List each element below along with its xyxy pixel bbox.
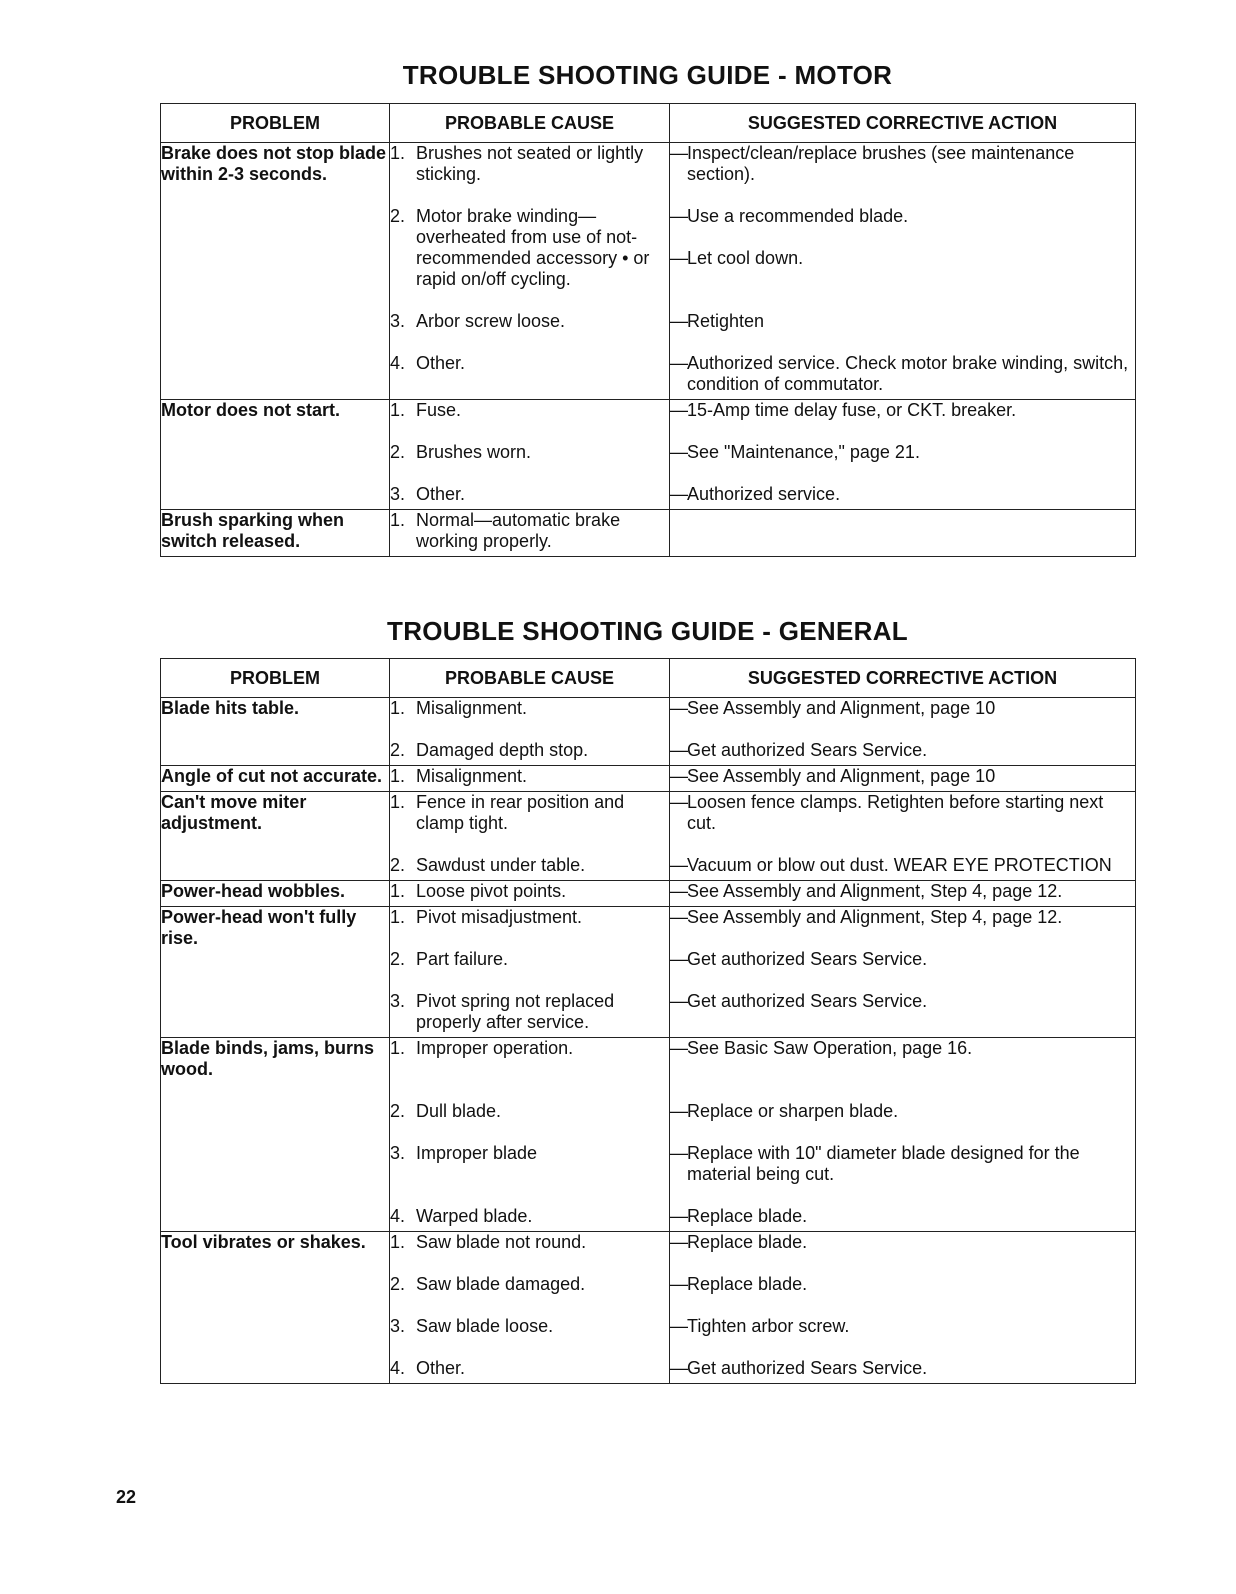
table-row (161, 698, 1136, 766)
action-item: —Get authorized Sears Service. (670, 1358, 928, 1378)
table-row (161, 1038, 1136, 1232)
cause-item: 3. Pivot spring not replaced properly after service. (390, 991, 615, 1032)
cause-item: 1. Fence in rear position and clamp tight. (390, 792, 625, 833)
cause-item: 1. Improper operation. (390, 1038, 574, 1058)
action-header: SUGGESTED CORRECTIVE ACTION (670, 104, 1136, 143)
cause-cell (390, 510, 670, 557)
action-item: —Replace blade. (670, 1206, 808, 1226)
action-cell (670, 907, 1136, 1038)
cause-item: 1. Pivot misadjustment. (390, 907, 583, 927)
cause-header: PROBABLE CAUSE (390, 659, 670, 698)
header-row (161, 659, 1136, 698)
action-cell (670, 766, 1136, 792)
problem-cell: Brush sparking when switch released. (161, 510, 390, 557)
action-cell (670, 881, 1136, 907)
action-cell (670, 400, 1136, 510)
cause-item: 1. Saw blade not round. (390, 1232, 587, 1252)
table-row (161, 907, 1136, 1038)
cause-cell (390, 1232, 670, 1384)
table-row (161, 792, 1136, 881)
action-cell (670, 1232, 1136, 1384)
action-item: —Let cool down. (670, 248, 804, 268)
cause-item: 3. Improper blade (390, 1143, 538, 1163)
cause-item: 2. Brushes worn. (390, 442, 532, 462)
action-item: —See Assembly and Alignment, Step 4, page 12. (670, 907, 1063, 927)
action-item: —Replace with 10" diameter blade designed for the material being cut. (670, 1143, 1080, 1184)
action-cell (670, 143, 1136, 400)
page-number: 22 (116, 1487, 137, 1507)
action-cell (670, 698, 1136, 766)
action-header: SUGGESTED CORRECTIVE ACTION (670, 659, 1136, 698)
header-row (161, 104, 1136, 143)
action-item: —Replace blade. (670, 1274, 808, 1294)
problem-cell: Brake does not stop blade within 2-3 seconds. (161, 143, 390, 400)
general-guide-title: TROUBLE SHOOTING GUIDE - GENERAL (387, 616, 908, 646)
problem-cell: Blade binds, jams, burns wood. (161, 1038, 390, 1232)
table-row (161, 881, 1136, 907)
motor-guide-title: TROUBLE SHOOTING GUIDE - MOTOR (402, 60, 893, 90)
cause-item: 2. Motor brake winding— overheated from use of not-recommended accessory • or rapid on/off cycling. (390, 206, 650, 289)
action-item: —Retighten (670, 311, 765, 331)
action-item: —Use a recommended blade. (670, 206, 909, 226)
action-item: —Authorized service. (670, 484, 841, 504)
table-row (161, 766, 1136, 792)
cause-cell (390, 1038, 670, 1232)
table-row (161, 1232, 1136, 1384)
problem-cell: Tool vibrates or shakes. (161, 1232, 390, 1384)
action-cell (670, 1038, 1136, 1232)
cause-item: 1. Misalignment. (390, 698, 528, 718)
cause-item: 4. Other. (390, 1358, 466, 1378)
action-item: —See Basic Saw Operation, page 16. (670, 1038, 973, 1058)
cause-header: PROBABLE CAUSE (390, 104, 670, 143)
action-item: —See Assembly and Alignment, page 10 (670, 698, 996, 718)
action-item: —Get authorized Sears Service. (670, 949, 928, 969)
cause-item: 3. Other. (390, 484, 466, 504)
problem-cell: Power-head wobbles. (161, 881, 390, 907)
action-item: —See Assembly and Alignment, Step 4, page 12. (670, 881, 1063, 901)
problem-cell: Blade hits table. (161, 698, 390, 766)
cause-item: 4. Warped blade. (390, 1206, 533, 1226)
cause-cell (390, 792, 670, 881)
cause-item: 2. Part failure. (390, 949, 509, 969)
cause-item: 1. Fuse. (390, 400, 462, 420)
cause-cell (390, 881, 670, 907)
action-item: —Tighten arbor screw. (670, 1316, 850, 1336)
cause-item: 3. Saw blade loose. (390, 1316, 554, 1336)
table-row (161, 143, 1136, 400)
cause-item: 1. Brushes not seated or lightly sticking. (390, 143, 644, 184)
action-item: —15-Amp time delay fuse, or CKT. breaker. (670, 400, 1017, 420)
problem-header: PROBLEM (161, 104, 390, 143)
cause-item: 4. Other. (390, 353, 466, 373)
general-troubleshooting-table (160, 658, 1136, 1384)
cause-item: 3. Arbor screw loose. (390, 311, 566, 331)
action-item: —Inspect/clean/replace brushes (see maintenance section). (670, 143, 1075, 184)
cause-item: 2. Sawdust under table. (390, 855, 586, 875)
action-item: —Replace blade. (670, 1232, 808, 1252)
action-item: —Vacuum or blow out dust. WEAR EYE PROTECTION (670, 855, 1112, 875)
problem-cell: Angle of cut not accurate. (161, 766, 390, 792)
cause-item: 1. Misalignment. (390, 766, 528, 786)
problem-cell: Can't move miter adjustment. (161, 792, 390, 881)
action-cell-empty (670, 510, 1136, 557)
action-item: —Get authorized Sears Service. (670, 740, 928, 760)
action-item: —Get authorized Sears Service. (670, 991, 928, 1011)
table-row (161, 510, 1136, 557)
cause-cell (390, 143, 670, 400)
cause-cell (390, 400, 670, 510)
action-item: —Replace or sharpen blade. (670, 1101, 899, 1121)
cause-cell (390, 766, 670, 792)
cause-cell (390, 907, 670, 1038)
action-item: —See "Maintenance," page 21. (670, 442, 920, 462)
cause-item: 1. Loose pivot points. (390, 881, 567, 901)
cause-item: 1. Normal—automatic brake working properly. (390, 510, 621, 551)
cause-item: 2. Dull blade. (390, 1101, 502, 1121)
problem-cell: Power-head won't fully rise. (161, 907, 390, 1038)
cause-item: 2. Damaged depth stop. (390, 740, 589, 760)
problem-header: PROBLEM (161, 659, 390, 698)
cause-cell (390, 698, 670, 766)
cause-item: 2. Saw blade damaged. (390, 1274, 586, 1294)
action-item: —See Assembly and Alignment, page 10 (670, 766, 996, 786)
problem-cell: Motor does not start. (161, 400, 390, 510)
action-item: —Authorized service. Check motor brake winding, switch, condition of commutator. (670, 353, 1129, 394)
action-cell (670, 792, 1136, 881)
motor-troubleshooting-table (160, 103, 1136, 557)
table-row (161, 400, 1136, 510)
action-item: —Loosen fence clamps. Retighten before starting next cut. (670, 792, 1104, 833)
